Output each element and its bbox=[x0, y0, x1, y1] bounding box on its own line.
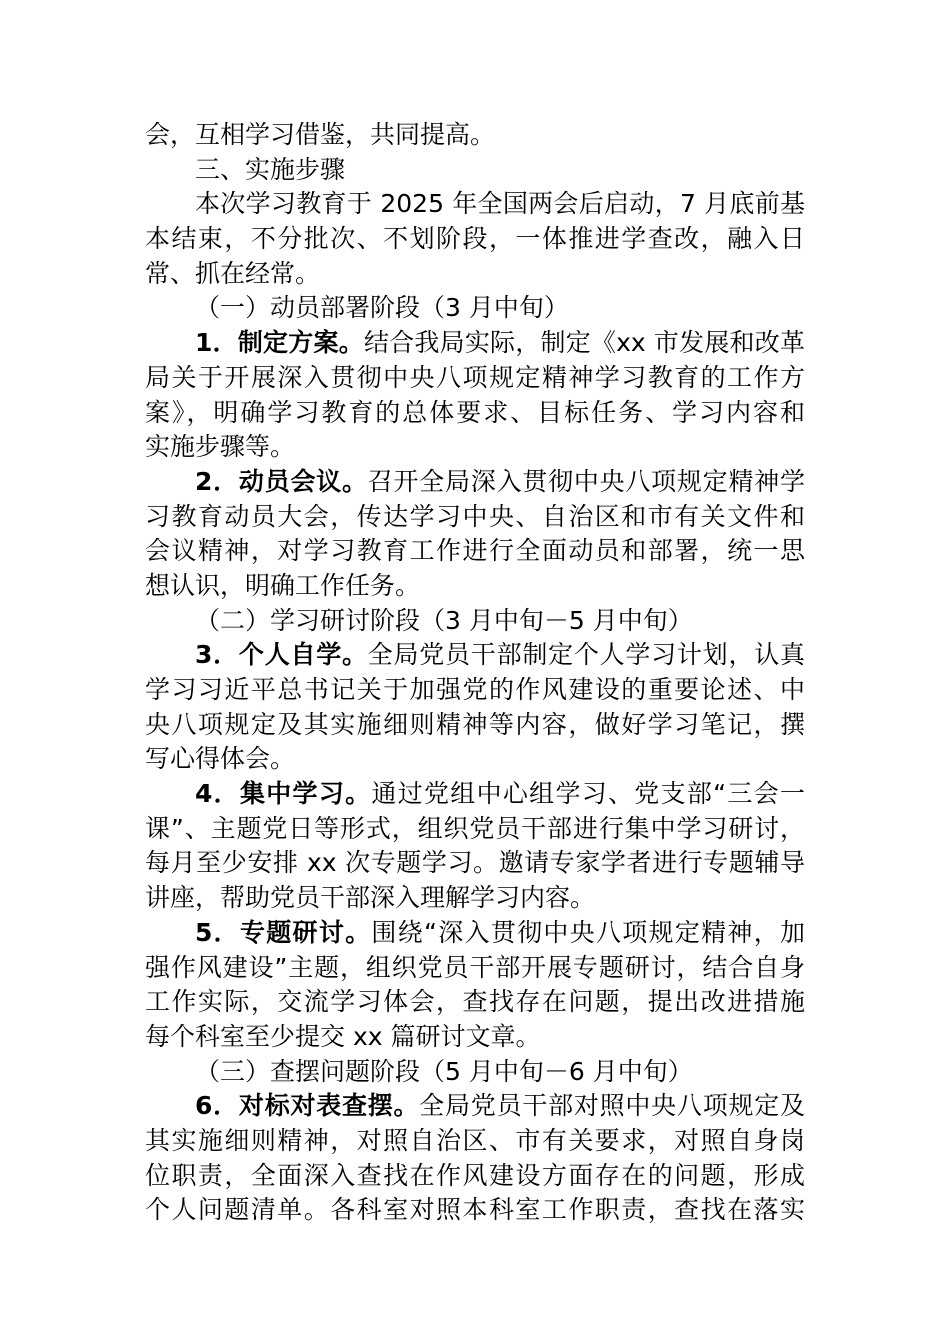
step-title: 6．对标对表查摆。 bbox=[195, 1091, 420, 1121]
text-line bbox=[145, 430, 805, 465]
text-line bbox=[145, 1020, 805, 1055]
section-heading bbox=[145, 153, 805, 188]
text-line bbox=[145, 222, 805, 257]
step-item bbox=[145, 638, 805, 777]
body-paragraph bbox=[145, 187, 805, 291]
line-text: （二）学习研讨阶段（3 月中旬－5 月中旬） bbox=[195, 605, 693, 635]
text-line bbox=[145, 881, 805, 916]
line-text: 实施步骤等。 bbox=[145, 432, 296, 462]
line-text: 通过党组中心组学习、党支部“三会一 bbox=[371, 779, 805, 809]
line-text: 结合我局实际，制定《xx 市发展和改革 bbox=[363, 328, 805, 358]
text-line bbox=[145, 1159, 805, 1194]
line-text: 课”、主题党日等形式，组织党员干部进行集中学习研讨， bbox=[145, 813, 805, 843]
text-line bbox=[145, 500, 805, 535]
line-text: 会议精神，对学习教育工作进行全面动员和部署，统一思 bbox=[145, 536, 805, 566]
text-line bbox=[145, 361, 805, 396]
text-line bbox=[145, 291, 805, 326]
line-text: 习教育动员大会，传达学习中央、自治区和市有关文件和 bbox=[145, 501, 805, 531]
line-text: 全局党员干部对照中央八项规定及 bbox=[419, 1091, 805, 1121]
line-text: 案》，明确学习教育的总体要求、目标任务、学习内容和 bbox=[145, 397, 805, 427]
step-item bbox=[145, 326, 805, 465]
text-line bbox=[145, 846, 805, 881]
text-line bbox=[145, 673, 805, 708]
line-text: 局关于开展深入贯彻中央八项规定精神学习教育的工作方 bbox=[145, 362, 805, 392]
line-text: 学习习近平总书记关于加强党的作风建设的重要论述、中 bbox=[145, 675, 805, 704]
line-text: 工作实际，交流学习体会，查找存在问题，提出改进措施 bbox=[145, 987, 805, 1017]
text-line bbox=[145, 604, 805, 639]
step-item bbox=[145, 916, 805, 1055]
line-text: 会，互相学习借鉴，共同提高。 bbox=[145, 120, 496, 149]
text-line bbox=[145, 708, 805, 743]
phase-heading bbox=[145, 291, 805, 326]
step-title: 5．专题研讨。 bbox=[195, 917, 372, 947]
line-text: 三、实施步骤 bbox=[195, 154, 346, 184]
step-title: 3．个人自学。 bbox=[195, 640, 368, 670]
text-line bbox=[145, 985, 805, 1020]
step-item bbox=[145, 777, 805, 916]
step-title: 4．集中学习。 bbox=[195, 779, 372, 809]
step-item bbox=[145, 1089, 805, 1228]
line-text: 个人问题清单。各科室对照本科室工作职责，查找在落实 bbox=[145, 1195, 805, 1225]
text-line bbox=[145, 638, 805, 673]
text-line bbox=[145, 1089, 805, 1124]
text-line bbox=[145, 916, 805, 951]
line-text: 位职责，全面深入查找在作风建设方面存在的问题，形成 bbox=[145, 1160, 805, 1190]
line-text: 全局党员干部制定个人学习计划，认真 bbox=[367, 640, 805, 670]
line-text: 每个科室至少提交 xx 篇研讨文章。 bbox=[145, 1021, 541, 1051]
line-text: 央八项规定及其实施细则精神等内容，做好学习笔记，撰 bbox=[145, 709, 805, 739]
line-text: 常、抓在经常。 bbox=[145, 258, 321, 288]
line-text: 围绕“深入贯彻中央八项规定精神，加 bbox=[371, 917, 805, 947]
continued-paragraph bbox=[145, 118, 805, 153]
text-line bbox=[145, 326, 805, 361]
text-line bbox=[145, 396, 805, 431]
text-line bbox=[145, 1193, 805, 1228]
line-text: 召开全局深入贯彻中央八项规定精神学 bbox=[367, 466, 805, 496]
line-text: 其实施细则精神，对照自治区、市有关要求，对照自身岗 bbox=[145, 1125, 805, 1155]
text-line bbox=[145, 118, 805, 153]
line-text: 每月至少安排 xx 次专题学习。邀请专家学者进行专题辅导 bbox=[145, 848, 805, 878]
step-item bbox=[145, 465, 805, 604]
line-text: 想认识，明确工作任务。 bbox=[145, 570, 421, 600]
document-body bbox=[145, 118, 805, 1228]
text-line bbox=[145, 951, 805, 986]
line-text: 写心得体会。 bbox=[145, 744, 296, 774]
text-line bbox=[145, 569, 805, 604]
text-line bbox=[145, 187, 805, 222]
line-text: 本次学习教育于 2025 年全国两会后启动，7 月底前基 bbox=[195, 189, 805, 219]
text-line bbox=[145, 534, 805, 569]
line-text: （三）查摆问题阶段（5 月中旬－6 月中旬） bbox=[195, 1056, 693, 1086]
text-line bbox=[145, 1124, 805, 1159]
text-line bbox=[145, 777, 805, 812]
step-title: 2．动员会议。 bbox=[195, 466, 368, 496]
text-line bbox=[145, 812, 805, 847]
line-text: （一）动员部署阶段（3 月中旬） bbox=[195, 293, 569, 323]
phase-heading bbox=[145, 604, 805, 639]
line-text: 强作风建设”主题，组织党员干部开展专题研讨，结合自身 bbox=[145, 952, 805, 982]
text-line bbox=[145, 257, 805, 292]
text-line bbox=[145, 742, 805, 777]
line-text: 本结束，不分批次、不划阶段，一体推进学查改，融入日 bbox=[145, 224, 805, 254]
line-text: 讲座，帮助党员干部深入理解学习内容。 bbox=[145, 883, 596, 913]
step-title: 1．制定方案。 bbox=[195, 328, 364, 358]
text-line bbox=[145, 153, 805, 188]
phase-heading bbox=[145, 1055, 805, 1090]
text-line bbox=[145, 1055, 805, 1090]
text-line bbox=[145, 465, 805, 500]
